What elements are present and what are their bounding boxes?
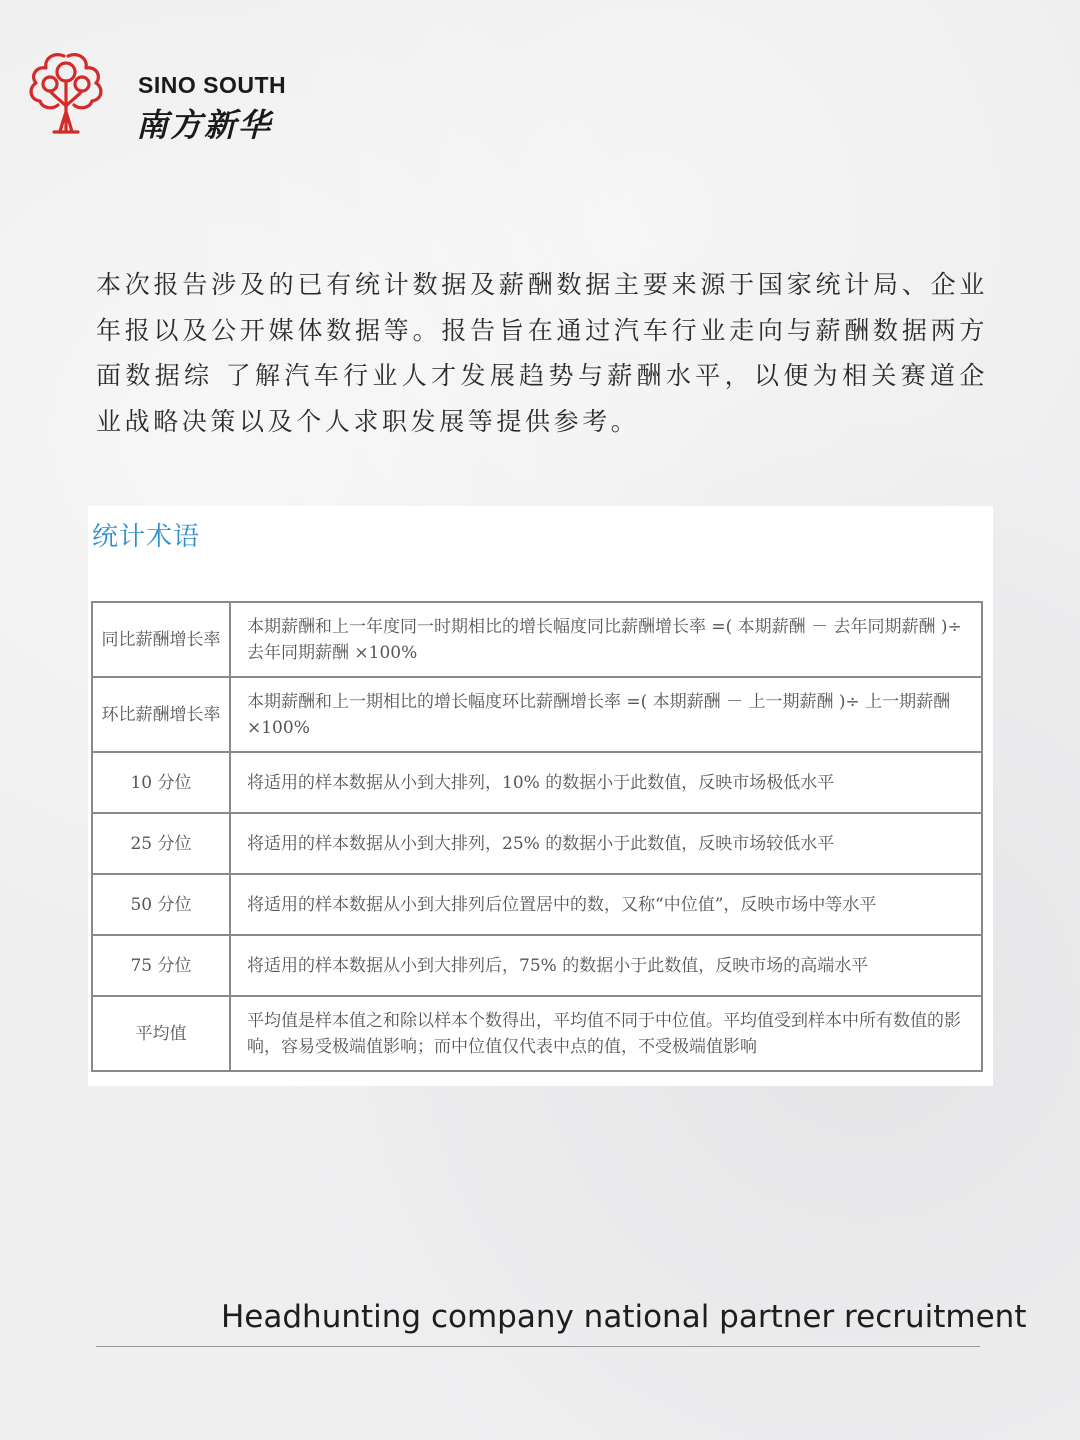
table-row — [92, 677, 982, 752]
table-row — [92, 996, 982, 1071]
term-cell: 25 分位 — [92, 813, 230, 874]
glossary-title: 统计术语 — [92, 522, 201, 552]
definition-cell: 本期薪酬和上一期相比的增长幅度环比薪酬增长率 =( 本期薪酬 － 上一期薪酬 )÷ 上一期薪酬 ×100% — [230, 677, 982, 752]
brand-name-cn: 南方新华 — [136, 106, 273, 144]
definition-cell: 将适用的样本数据从小到大排列后，75% 的数据小于此数值，反映市场的高端水平 — [230, 935, 982, 996]
table-row — [92, 752, 982, 813]
intro-paragraph: 本次报告涉及的已有统计数据及薪酬数据主要来源于国家统计局、企业年报以及公开媒体数据等。报告旨在通过汽车行业走向与薪酬数据两方面数据综 了解汽车行业人才发展趋势与薪酬水平，以便为相关赛道企业战略决策以及个人求职发展等提供参考。 — [96, 270, 988, 436]
definition-cell: 将适用的样本数据从小到大排列，10% 的数据小于此数值，反映市场极低水平 — [230, 752, 982, 813]
term-cell: 环比薪酬增长率 — [92, 677, 230, 752]
glossary-table — [91, 601, 983, 1072]
glossary-card — [88, 506, 993, 1086]
table-row — [92, 874, 982, 935]
tree-logo-icon — [24, 50, 108, 136]
definition-cell: 平均值是样本值之和除以样本个数得出，平均值不同于中位值。平均值受到样本中所有数值的影响，容易受极端值影响；而中位值仅代表中点的值，不受极端值影响 — [230, 996, 982, 1071]
table-row — [92, 813, 982, 874]
definition-cell: 本期薪酬和上一年度同一时期相比的增长幅度同比薪酬增长率 =( 本期薪酬 － 去年同期薪酬 )÷ 去年同期薪酬 ×100% — [230, 602, 982, 677]
term-cell: 平均值 — [92, 996, 230, 1071]
table-row — [92, 935, 982, 996]
brand-logo — [24, 50, 287, 144]
definition-cell: 将适用的样本数据从小到大排列，25% 的数据小于此数值，反映市场较低水平 — [230, 813, 982, 874]
definition-cell: 将适用的样本数据从小到大排列后位置居中的数，又称“中位值”，反映市场中等水平 — [230, 874, 982, 935]
footer-tagline: Headhunting company national partner recruitment — [221, 1299, 1027, 1335]
brand-name-en: SINO SOUTH — [138, 72, 287, 98]
term-cell: 50 分位 — [92, 874, 230, 935]
term-cell: 10 分位 — [92, 752, 230, 813]
term-cell: 75 分位 — [92, 935, 230, 996]
footer-divider — [96, 1346, 980, 1347]
term-cell: 同比薪酬增长率 — [92, 602, 230, 677]
table-row — [92, 602, 982, 677]
